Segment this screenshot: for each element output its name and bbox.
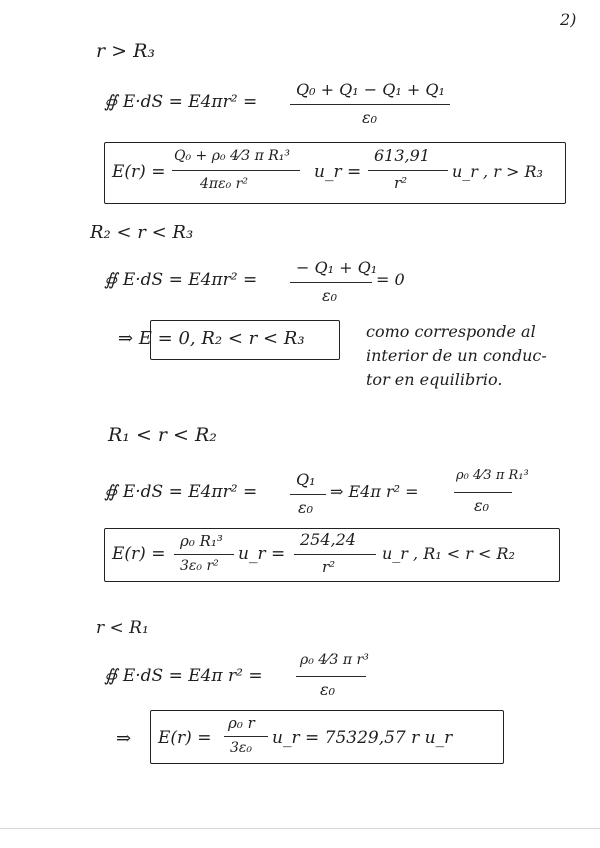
section-3-field-lhs: E(r) = — [112, 544, 166, 564]
section-3-field-value-fraction-line — [294, 554, 376, 555]
section-4-field-numerator: ρ₀ r — [228, 714, 255, 732]
section-1-field-fraction-line — [172, 170, 300, 171]
section-1-field-value-unit: u_r , r > R₃ — [452, 162, 543, 181]
section-2-note-line-3: tor en equilibrio. — [366, 370, 503, 389]
section-1-gauss-lhs: ∯ E·dS = E4πr² = — [104, 92, 258, 112]
section-3-gauss-lhs: ∯ E·dS = E4πr² = — [104, 482, 258, 502]
section-1-field-value-numerator: 613,91 — [374, 146, 430, 165]
section-1-field-unit: u_r = — [314, 162, 362, 182]
section-2-result: ⇒ E = 0, R₂ < r < R₃ — [118, 328, 305, 349]
section-3-field-unit: u_r = — [238, 544, 286, 564]
section-3-gauss-denominator-2: ε₀ — [474, 496, 489, 515]
section-3-gauss-mid: ⇒ E4π r² = — [330, 482, 419, 501]
section-1-field-value-denominator: r² — [394, 174, 408, 192]
section-4-field-fraction-line — [224, 736, 268, 737]
scan-bottom-edge — [0, 828, 600, 829]
section-1-field-value-fraction-line — [368, 170, 448, 171]
section-4-gauss-fraction-line — [296, 676, 366, 677]
section-2-condition: R₂ < r < R₃ — [90, 222, 194, 243]
section-3-gauss-numerator: Q₁ — [296, 470, 316, 489]
section-1-field-numerator: Q₀ + ρ₀ 4⁄3 π R₁³ — [174, 148, 291, 164]
page-number: 2) — [560, 10, 577, 29]
section-3-condition: R₁ < r < R₂ — [108, 424, 217, 446]
section-3-gauss-numerator-2: ρ₀ 4⁄3 π R₁³ — [456, 468, 529, 483]
section-3-field-value-numerator: 254,24 — [300, 530, 356, 549]
section-1-gauss-denominator: ε₀ — [362, 108, 377, 127]
section-1-gauss-numerator: Q₀ + Q₁ − Q₁ + Q₁ — [296, 80, 445, 99]
section-2-note-line-2: interior de un conduc- — [366, 346, 547, 365]
section-1-field-denominator: 4πε₀ r² — [200, 176, 248, 192]
section-3-gauss-denominator: ε₀ — [298, 498, 313, 517]
section-2-gauss-fraction-line — [290, 282, 372, 283]
section-4-gauss-denominator: ε₀ — [320, 680, 335, 699]
section-4-field-lhs: E(r) = — [158, 728, 212, 748]
section-4-gauss-lhs: ∯ E·dS = E4π r² = — [104, 666, 263, 686]
section-3-field-fraction-line — [174, 554, 234, 555]
section-2-gauss-lhs: ∯ E·dS = E4πr² = — [104, 270, 258, 290]
section-3-gauss-fraction-line — [290, 494, 326, 495]
section-4-field-denominator: 3ε₀ — [230, 740, 253, 756]
section-2-gauss-tail: = 0 — [376, 270, 405, 289]
section-2-gauss-denominator: ε₀ — [322, 286, 337, 305]
section-1-condition: r > R₃ — [96, 40, 156, 62]
section-4-field-unit: u_r = 75329,57 r u_r — [272, 728, 453, 748]
section-1-field-lhs: E(r) = — [112, 162, 166, 182]
section-1-gauss-fraction-line — [290, 104, 450, 105]
section-3-field-numerator: ρ₀ R₁³ — [180, 532, 223, 550]
section-3-gauss-fraction-line-2 — [454, 492, 512, 493]
section-3-field-denominator: 3ε₀ r² — [180, 558, 219, 574]
section-2-note-line-1: como corresponde al — [366, 322, 536, 341]
section-4-condition: r < R₁ — [96, 618, 149, 638]
section-3-field-value-unit: u_r , R₁ < r < R₂ — [382, 544, 515, 563]
section-4-implies: ⇒ — [116, 728, 132, 749]
section-4-gauss-numerator: ρ₀ 4⁄3 π r³ — [300, 652, 369, 668]
section-3-field-value-denominator: r² — [322, 558, 336, 576]
section-2-gauss-numerator: − Q₁ + Q₁ — [296, 258, 378, 277]
